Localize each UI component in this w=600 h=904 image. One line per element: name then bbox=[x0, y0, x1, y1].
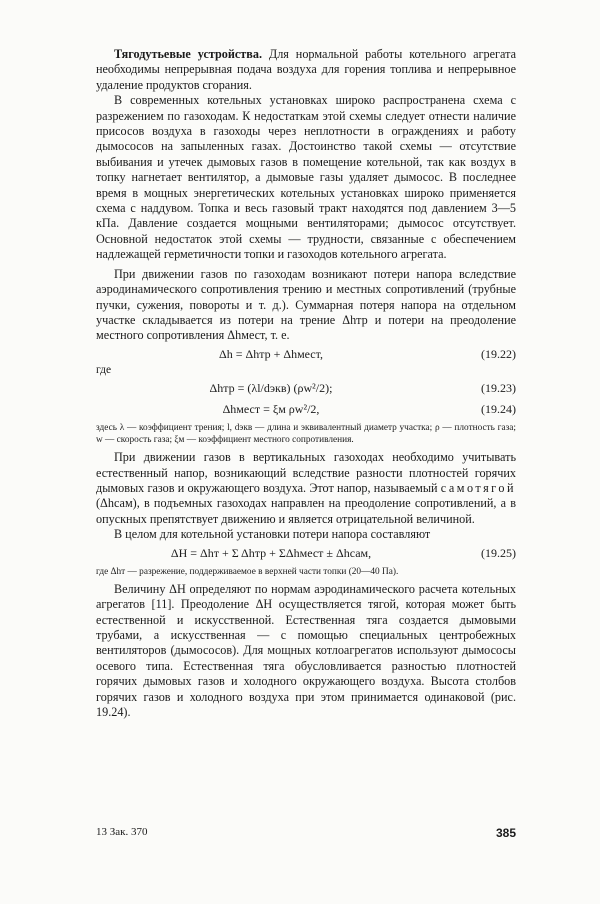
paragraph-4-end: (Δhсам), в подъемных газоходах направлен на преодоление сопротивлений, а в опускных препятствует движению и является отрицательной величиной. bbox=[96, 496, 516, 526]
formula-19-22 bbox=[96, 344, 516, 365]
formula-legend: где Δhт — разрежение, поддерживаемое в верхней части топки (20—40 Па). bbox=[96, 566, 399, 577]
formula-number: (19.22) bbox=[481, 346, 516, 361]
formula-expression: ΔH = Δhт + Σ Δhтр + ΣΔhмест ± Δhсам, bbox=[170, 545, 372, 560]
page-number: 385 bbox=[495, 826, 516, 840]
section-heading: Тягодутьевые устройства. bbox=[114, 47, 263, 61]
formula-expression: Δhтр = (λl/dэкв) (ρw²/2); bbox=[209, 380, 333, 395]
formula-number: (19.24) bbox=[481, 401, 516, 416]
formula-expression: Δh = Δhтр + Δhмест, bbox=[219, 346, 323, 361]
paragraph-4 bbox=[96, 450, 516, 527]
paragraph-4-start: При движении газов в вертикальных газоходах необходимо учитывать естественный напор, возникающий вследствие разности плотностей горячих дымовых газов и окружающего воздуха. Этот напор, называемый bbox=[96, 450, 516, 495]
paragraph-1 bbox=[96, 47, 516, 93]
formula-19-24 bbox=[96, 399, 516, 420]
term-self-draft: самотягой bbox=[440, 480, 516, 495]
page-body bbox=[96, 47, 516, 720]
printer-signature: 13 Зак. 370 bbox=[96, 826, 148, 838]
where-label: где bbox=[96, 363, 112, 376]
paragraph-5: В целом для котельной установки потери напора составляют bbox=[114, 527, 431, 542]
symbol-legend: здесь λ — коэффициент трения; l, dэкв — длина и эквивалентный диаметр участка; ρ — плотность газа; w — скорость газа; ξм — коэффициент местного сопротивления. bbox=[96, 422, 516, 445]
paragraph-3: При движении газов по газоходам возникают потери напора вследствие аэродинамического сопротивления трению и местных сопротивлений (трубные пучки, сужения, повороты и т. д.). Суммарная потеря напора на отдельном участке складывается из потери на трение Δhтр и потери на преодоление местного сопротивления Δhмест, т. е. bbox=[96, 266, 516, 343]
formula-19-25 bbox=[96, 543, 516, 564]
paragraph-1-text: Для нормальной работы котельного агрегата необходимы непрерывная подача воздуха для горения топлива и непрерывное удаление продуктов сгорания. bbox=[96, 47, 516, 92]
formula-number: (19.23) bbox=[481, 380, 516, 395]
formula-19-23 bbox=[96, 378, 516, 399]
page-footer bbox=[96, 826, 516, 842]
paragraph-6: Величину ΔH определяют по нормам аэродинамического расчета котельных агрегатов [11]. Преодоление ΔH осуществляется тягой, которая может быть естественной и искусственной. Естественная тяга создается дымовыми трубами, а искусственная — с помощью специальных центробежных вентиляторов (дымососов). Для мощных котлоагрегатов используют дымососы осевого типа. Естественная тяга обусловливается разностью плотностей горячих дымовых газов и холодного окружающего воздуха. Высота столбов горячих газов и холодного воздуха при этом принимается одинаковой (рис. 19.24). bbox=[96, 581, 516, 720]
formula-expression: Δhмест = ξм ρw²/2, bbox=[222, 401, 320, 416]
paragraph-2: В современных котельных установках широко распространена схема с разрежением по газоходам. К недостаткам этой схемы следует отнести наличие присосов воздуха в газоходы через неплотности в ограждениях и работу дымососов на запыленных газах. Достоинство такой схемы — отсутствие выбивания и утечек дымовых газов в помещение котельной, так как воздух в топку нагнетает вентилятор, а дымовые газы удаляет дымосос. В последнее время в мощных энергетических котельных установках широко применяется схема с наддувом. Топка и весь газовый тракт находятся под давлением 3—5 кПа. Давление создается мощными вентиляторами; дымосос отсутствует. Основной недостаток этой схемы — трудности, связанные с обеспечением надлежащей герметичности топки и газоходов котельного агрегата. bbox=[96, 93, 516, 262]
formula-number: (19.25) bbox=[481, 545, 516, 560]
